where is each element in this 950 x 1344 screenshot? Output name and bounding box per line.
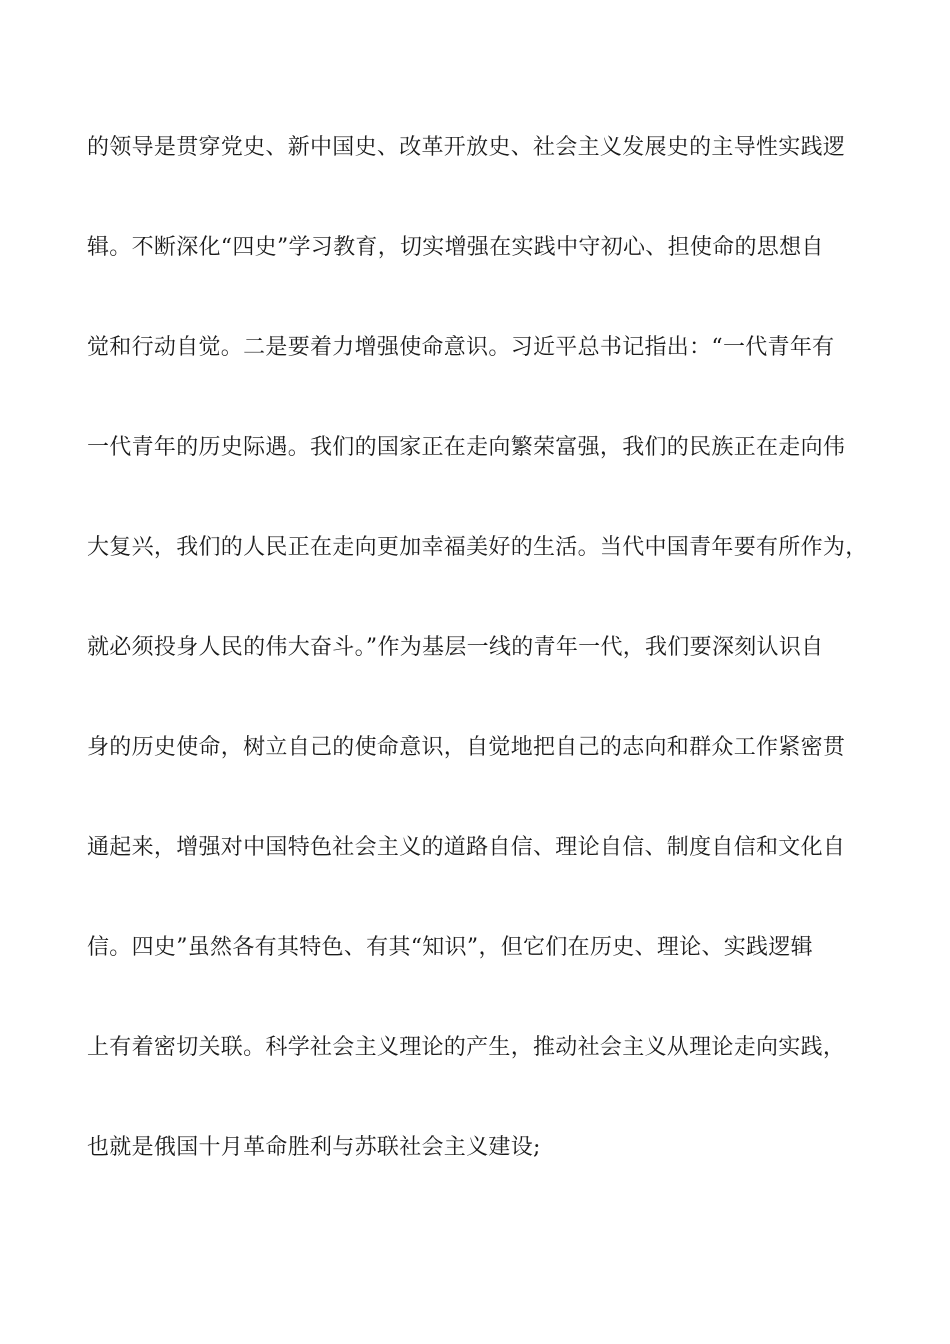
- text-line: 就必须投身人民的伟大奋斗。”作为基层一线的青年一代，我们要深刻认识自: [87, 635, 824, 660]
- text-line: 辑。不断深化“四史”学习教育，切实增强在实践中守初心、担使命的思想自: [87, 235, 824, 260]
- text-line: 大复兴，我们的人民正在走向更加幸福美好的生活。当代中国青年要有所作为，: [87, 535, 868, 560]
- text-line: 也就是俄国十月革命胜利与苏联社会主义建设;: [87, 1135, 541, 1160]
- text-line: 上有着密切关联。科学社会主义理论的产生，推动社会主义从理论走向实践，: [87, 1035, 846, 1060]
- text-line: 一代青年的历史际遇。我们的国家正在走向繁荣富强，我们的民族正在走向伟: [87, 435, 846, 460]
- text-line: 觉和行动自觉。二是要着力增强使命意识。习近平总书记指出：“一代青年有: [87, 335, 835, 360]
- text-line: 的领导是贯穿党史、新中国史、改革开放史、社会主义发展史的主导性实践逻: [87, 135, 846, 160]
- body-text: [87, 128, 877, 1228]
- text-line: 通起来，增强对中国特色社会主义的道路自信、理论自信、制度自信和文化自: [87, 835, 846, 860]
- text-line: 信。四史”虽然各有其特色、有其“知识”，但它们在历史、理论、实践逻辑: [87, 935, 813, 960]
- text-line: 身的历史使命，树立自己的使命意识，自觉地把自己的志向和群众工作紧密贯: [87, 735, 846, 760]
